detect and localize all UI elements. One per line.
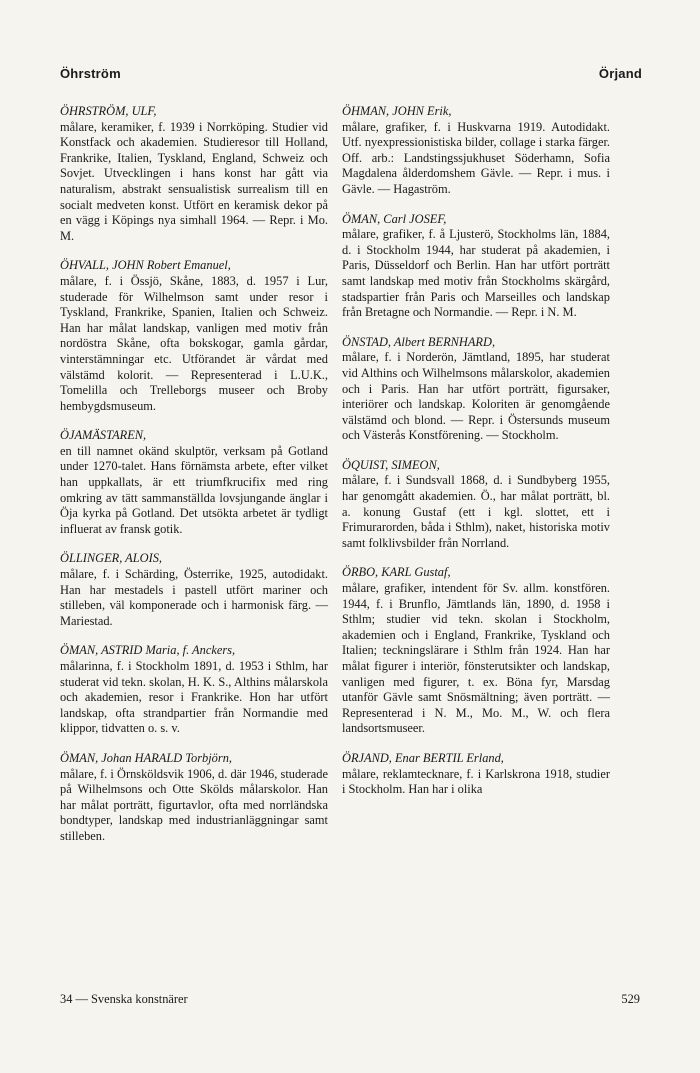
entry [60,643,328,737]
right-column [342,104,610,812]
entry-title: ÖMAN, Carl JOSEF, [342,211,447,226]
footer-signature: 34 — Svenska konstnärer [60,992,188,1006]
entry [342,751,610,798]
entry [60,551,328,629]
entry-body: målare, grafiker, f. å Ljusterö, Stockholms län, 1884, d. i Stockholm 1944, har studerat på akademien, i Paris, Düsseldorf och Berlin. Han har utfört porträtt samt landskap med motiv från Stockholms skärgård, stadspartier från Paris och Marseilles och landskap från Bretagne och Normandie. — Repr. i N. M. [342,227,610,320]
entry [342,212,610,321]
left-column [60,104,328,859]
entry [342,458,610,552]
entry [60,428,328,537]
entry-title: ÖHVALL, JOHN Robert Emanuel, [60,258,231,273]
entry-title: ÖLLINGER, ALOIS, [60,551,163,566]
running-head-right: Örjand [598,66,642,81]
entry-title: ÖQUIST, SIMEON, [342,457,440,472]
running-head-left: Öhrström [60,66,121,81]
entry-title: ÖRJAND, Enar BERTIL Erland, [342,750,504,765]
entry [342,104,610,198]
entry-body: en till namnet okänd skulptör, verksam på Gotland under 1270-talet. Hans förnämsta arbete, efter vilket han uppkallats, är ett triumfkrucifix med ring omkring av tätt sammanställda lovsjungande änglar i Öja kyrka på Gotland. Det utsökta arbetet är tydligt influerat av fransk gotik. [60,443,328,536]
page-number: 529 [621,992,640,1006]
entry-body: målare, grafiker, f. i Huskvarna 1919. Autodidakt. Utf. nyexpressionistiska bilder, collage i starka färger. Off. arb.: Landstingssjukhuset Söderhamn, Sofia Magdalena ålderdomshem Gävle. — Repr. i mus. i Gävle. — Hagaström. [342,119,610,196]
entry [342,335,610,444]
entry-body: målare, reklamtecknare, f. i Karlskrona 1918, studier i Stockholm. Han har i olika [342,766,610,797]
entry-title: ÖHRSTRÖM, ULF, [60,104,157,118]
entry-title: ÖJAMÄSTAREN, [60,428,147,443]
entry-title: ÖNSTAD, Albert BERNHARD, [342,334,496,349]
entry-title: ÖHMAN, JOHN Erik, [342,104,452,118]
entry-body: målare, f. i Norderön, Jämtland, 1895, har studerat vid Althins och Wilhelmsons målarskolor, akademien och i Paris. Han har utfört porträtt, figursaker, interiörer och landskap. Koloriten är genomgående välstämd och blond. — Repr. i Östersunds museum och Västerås Konstförening. — Stockholm. [342,350,610,443]
entry [60,104,328,244]
entry-body: målare, keramiker, f. 1939 i Norrköping. Studier vid Konstfack och akademien. Studieresor till Holland, Frankrike, Italien, Tyskland, England, Schweiz och Sovjet. Utvecklingen i hans konst har gått via naturalism, abstrakt sensualistisk surrealism till en socialt medveten konst. Utfört en keramisk dekor på en vägg i Köpings nya simhall 1964. — Repr. i Mo. M. [60,119,328,243]
entry [60,751,328,845]
entry-body: målare, f. i Örnsköldsvik 1906, d. där 1946, studerade på Wilhelmsons och Otte Skölds målarskolor. Han har målat porträtt, figurtavlor, ofta med norrländska bondtyper, landskap med industrianläggningar samt stilleben. [60,766,328,843]
entry-title: ÖMAN, Johan HARALD Torbjörn, [60,750,232,765]
entry-body: målare, f. i Sundsvall 1868, d. i Sundbyberg 1955, har genomgått akademien. Ö., har målat porträtt, bl. a. konung Gustaf (ett i kgl. slottet, ett i Frimurarorden, båda i Sthlm), naket, historiska motiv samt folklivsbilder från Norrland. [342,473,610,550]
entry [60,258,328,414]
entry-body: målare, f. i Össjö, Skåne, 1883, d. 1957 i Lur, studerade för Wilhelmson samt under resor i Tyskland, Frankrike, Spanien, Italien och Schweiz. Han har målat landskap, vanligen med motiv från nordöstra Skåne, ofta bokskogar, gamla gårdar, vinterstämningar etc. Utförandet är vårdat med välstämd kolorit. — Representerad i L.U.K., Tomelilla och Trelleborgs museer och Broby hembygdsmuseum. [60,273,328,413]
entry-title: ÖRBO, KARL Gustaf, [342,565,451,580]
entry-body: målarinna, f. i Stockholm 1891, d. 1953 i Sthlm, har studerat vid tekn. skolan, H. K. S., Althins målarskola och akademien, resor i Frankrike. Hon har utfört landskap, ofta strandpartier från Normandie med klippor, tidvatten o. s. v. [60,659,328,736]
entry-body: målare, f. i Schärding, Österrike, 1925, autodidakt. Han har mestadels i pastell utfört mariner och stilleben, väl komponerade och i harmonisk färg. — Mariestad. [60,567,328,628]
entry [342,565,610,737]
entry-body: målare, grafiker, intendent för Sv. allm. konstfören. 1944, f. i Brunflo, Jämtlands län, 1890, d. 1958 i Sthlm; studier vid tekn. skolan i Stockholm, akademien och i England, Frankrike, Tyskland och Italien; teckningslärare i Sthlm från 1924. Han har målat figurer i interiör, fönsterutsikter och landskap, vanligen med figurer, t. ex. Böna fyr, Marsdag utanför Gävle samt Snösmältning; även porträtt. — Representerad i N. M., Mo. M., W. och flera landsortsmuseer. [342,581,610,736]
entry-title: ÖMAN, ASTRID Maria, f. Anckers, [60,643,236,658]
